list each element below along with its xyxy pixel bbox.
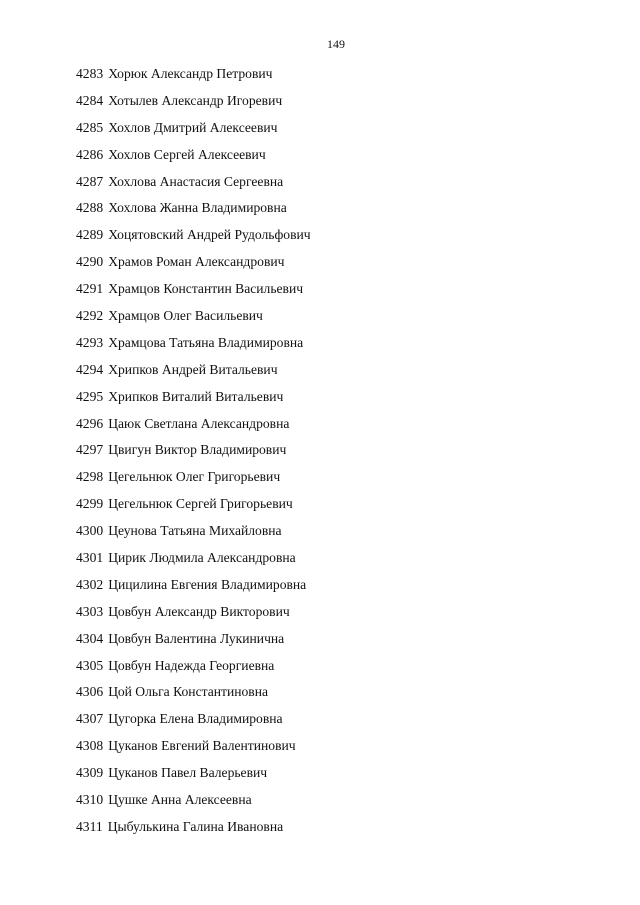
entry-number: 4287	[76, 173, 104, 189]
entry-name: Хорюк Александр Петрович	[108, 66, 273, 81]
list-item	[76, 252, 311, 279]
list-item	[76, 279, 311, 306]
entry-name: Хотылев Александр Игоревич	[108, 92, 283, 108]
entry-number: 4286	[76, 146, 104, 162]
list-item	[76, 333, 311, 360]
list-item	[76, 602, 311, 629]
entry-name: Цой Ольга Константиновна	[108, 684, 269, 700]
entry-number: 4297	[76, 442, 104, 458]
list-item	[76, 763, 311, 790]
entry-number: 4289	[76, 227, 104, 243]
entry-number: 4300	[76, 523, 104, 539]
list-item	[76, 629, 311, 656]
entry-name: Цицилина Евгения Владимировна	[108, 576, 307, 592]
entry-number: 4299	[76, 496, 104, 512]
name-list	[76, 64, 311, 844]
entry-name: Храмцов Константин Васильевич	[108, 281, 304, 297]
list-item	[76, 494, 311, 521]
list-item	[76, 467, 311, 494]
entry-number: 4301	[76, 550, 104, 566]
entry-name: Хохлова Жанна Владимировна	[108, 200, 287, 216]
entry-name: Храмов Роман Александрович	[108, 254, 285, 270]
list-item	[76, 387, 311, 414]
list-item	[76, 709, 311, 736]
entry-number: 4306	[76, 684, 104, 700]
entry-name: Цирик Людмила Александровна	[108, 550, 296, 566]
list-item	[76, 682, 311, 709]
entry-number: 4295	[76, 388, 104, 404]
list-item	[76, 198, 311, 225]
entry-name: Цовбун Валентина Лукинична	[108, 630, 285, 646]
list-item	[76, 736, 311, 763]
entry-name: Цвигун Виктор Владимирович	[108, 442, 287, 458]
entry-name: Цушке Анна Алексеевна	[108, 792, 252, 808]
entry-number: 4284	[76, 92, 104, 108]
entry-name: Цовбун Александр Викторович	[108, 603, 290, 619]
list-item	[76, 118, 311, 145]
entry-number: 4293	[76, 334, 104, 350]
entry-number: 4302	[76, 576, 104, 592]
list-item	[76, 817, 311, 844]
entry-number: 4290	[76, 254, 104, 270]
list-item	[76, 440, 311, 467]
entry-name: Хоцятовский Андрей Рудольфович	[108, 227, 311, 243]
entry-name: Цеунова Татьяна Михайловна	[108, 523, 282, 539]
list-item	[76, 360, 311, 387]
entry-number: 4288	[76, 200, 104, 216]
entry-name: Хрипков Виталий Витальевич	[108, 388, 284, 404]
entry-number: 4309	[76, 765, 104, 781]
entry-number: 4298	[76, 469, 104, 485]
entry-name: Цугорка Елена Владимировна	[108, 711, 283, 727]
entry-name: Цегельнюк Олег Григорьевич	[108, 469, 281, 485]
page-number: 149	[327, 37, 345, 51]
list-item	[76, 790, 311, 817]
list-item	[76, 306, 311, 333]
list-item	[76, 172, 311, 199]
entry-number: 4307	[76, 711, 104, 727]
list-item	[76, 225, 311, 252]
entry-name: Цовбун Надежда Георгиевна	[108, 657, 275, 673]
entry-number: 4304	[76, 630, 104, 646]
entry-number: 4311	[76, 818, 103, 834]
entry-number: 4291	[76, 281, 104, 297]
list-item	[76, 414, 311, 441]
entry-name: Храмцов Олег Васильевич	[108, 308, 263, 324]
entry-number: 4303	[76, 603, 104, 619]
entry-number: 4294	[76, 361, 104, 377]
entry-name: Цегельнюк Сергей Григорьевич	[108, 496, 293, 512]
entry-name: Цуканов Евгений Валентинович	[108, 738, 296, 754]
entry-name: Хохлов Дмитрий Алексеевич	[108, 119, 278, 135]
entry-name: Цыбулькина Галина Ивановна	[107, 818, 284, 834]
entry-number: 4292	[76, 308, 104, 324]
entry-name: Хрипков Андрей Витальевич	[108, 361, 278, 377]
entry-name: Цуканов Павел Валерьевич	[108, 765, 268, 781]
entry-number: 4283	[76, 66, 104, 81]
entry-name: Храмцова Татьяна Владимировна	[108, 334, 304, 350]
entry-name: Цаюк Светлана Александровна	[108, 415, 290, 431]
list-item	[76, 64, 311, 91]
entry-number: 4305	[76, 657, 104, 673]
entry-number: 4310	[76, 792, 104, 808]
list-item	[76, 575, 311, 602]
entry-number: 4296	[76, 415, 104, 431]
list-item	[76, 145, 311, 172]
list-item	[76, 656, 311, 683]
entry-name: Хохлов Сергей Алексеевич	[108, 146, 266, 162]
entry-number: 4308	[76, 738, 104, 754]
list-item	[76, 548, 311, 575]
entry-number: 4285	[76, 119, 104, 135]
list-item	[76, 521, 311, 548]
list-item	[76, 91, 311, 118]
entry-name: Хохлова Анастасия Сергеевна	[108, 173, 284, 189]
